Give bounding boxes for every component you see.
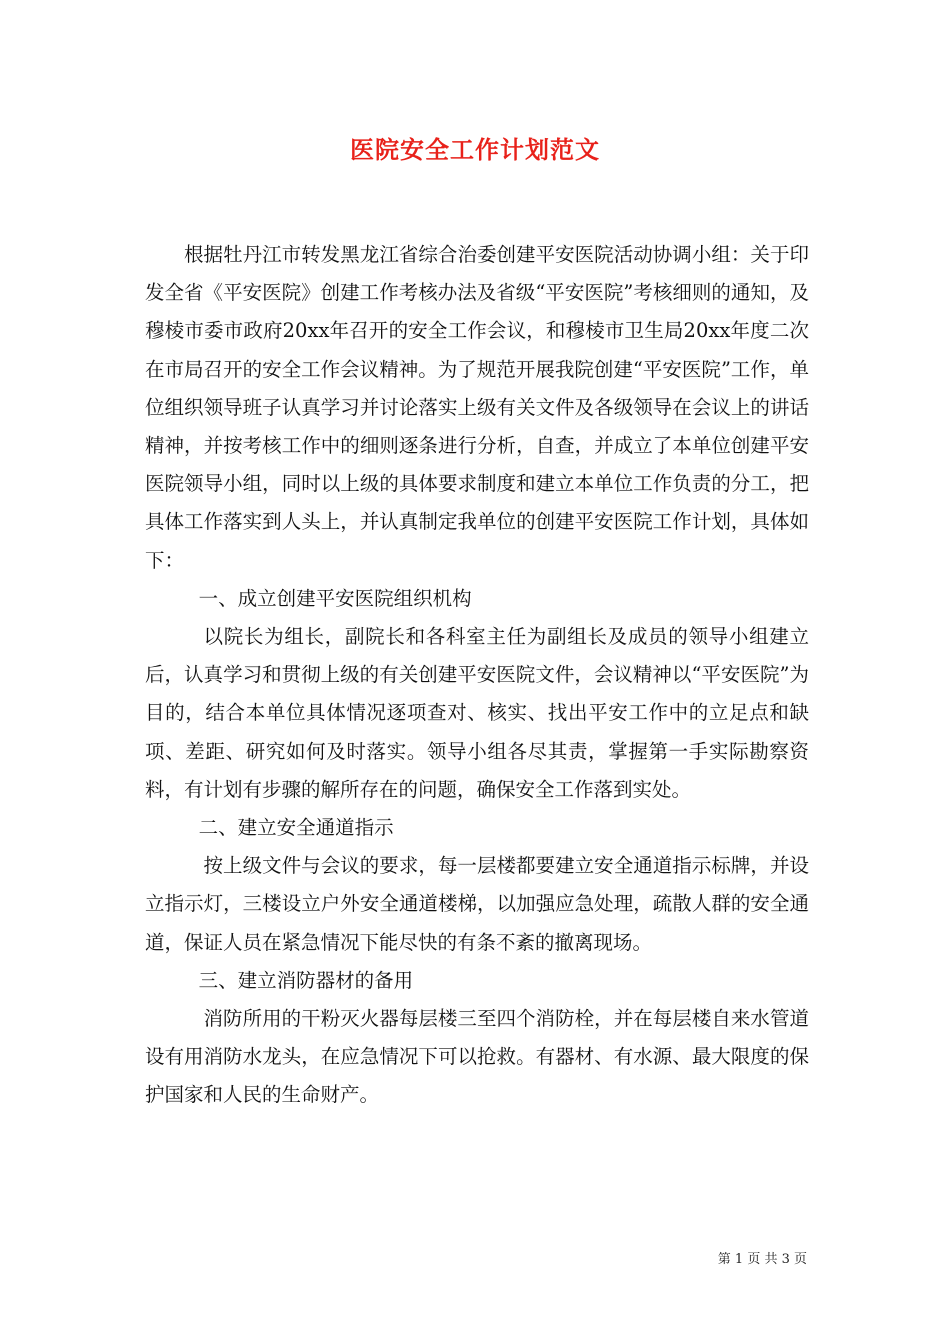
section-1-paragraph: 以院长为组长，副院长和各科室主任为副组长及成员的领导小组建立后，认真学习和贯彻上级的有关创建平安医院文件，会议精神以“平安医院”为目的，结合本单位具体情况逐项查对、核实、找出平安工作中的立足点和缺项、差距、研究如何及时落实。领导小组各尽其责，掌握第一手实际勘察资料，有计划有步骤的解所存在的问题，确保安全工作落到实处。: [145, 625, 809, 801]
section-heading-3: 三、建立消防器材的备用: [198, 968, 414, 992]
document-body: [145, 236, 809, 1115]
section-heading-1: 一、成立创建平安医院组织机构: [198, 586, 472, 610]
section-3-paragraph: 消防所用的干粉灭火器每层楼三至四个消防栓，并在每层楼自来水管道设有用消防水龙头，在应急情况下可以抢救。有器材、有水源、最大限度的保护国家和人民的生命财产。: [145, 1007, 809, 1107]
document-title: 医院安全工作计划范文: [350, 135, 600, 164]
section-heading-2: 二、建立安全通道指示: [198, 816, 394, 840]
intro-paragraph: 根据牡丹江市转发黑龙江省综合治委创建平安医院活动协调小组：关于印发全省《平安医院》创建工作考核办法及省级“平安医院”考核细则的通知，及穆棱市委市政府20xx年召开的安全工作会议，和穆棱市卫生局20xx年度二次在市局召开的安全工作会议精神。为了规范开展我院创建“平安医院”工作，单位组织领导班子认真学习并讨论落实上级有关文件及各级领导在会议上的讲话精神，并按考核工作中的细则逐条进行分析，自查，并成立了本单位创建平安医院领导小组，同时以上级的具体要求制度和建立本单位工作负责的分工，把具体工作落实到人头上，并认真制定我单位的创建平安医院工作计划，具体如下：: [145, 243, 809, 572]
page-number-footer: 第 1 页 共 3 页: [717, 1252, 807, 1267]
section-2-paragraph: 按上级文件与会议的要求，每一层楼都要建立安全通道指示标牌，并设立指示灯，三楼设立户外安全通道楼梯，以加强应急处理，疏散人群的安全通道，保证人员在紧急情况下能尽快的有条不紊的撤离现场。: [145, 854, 809, 954]
